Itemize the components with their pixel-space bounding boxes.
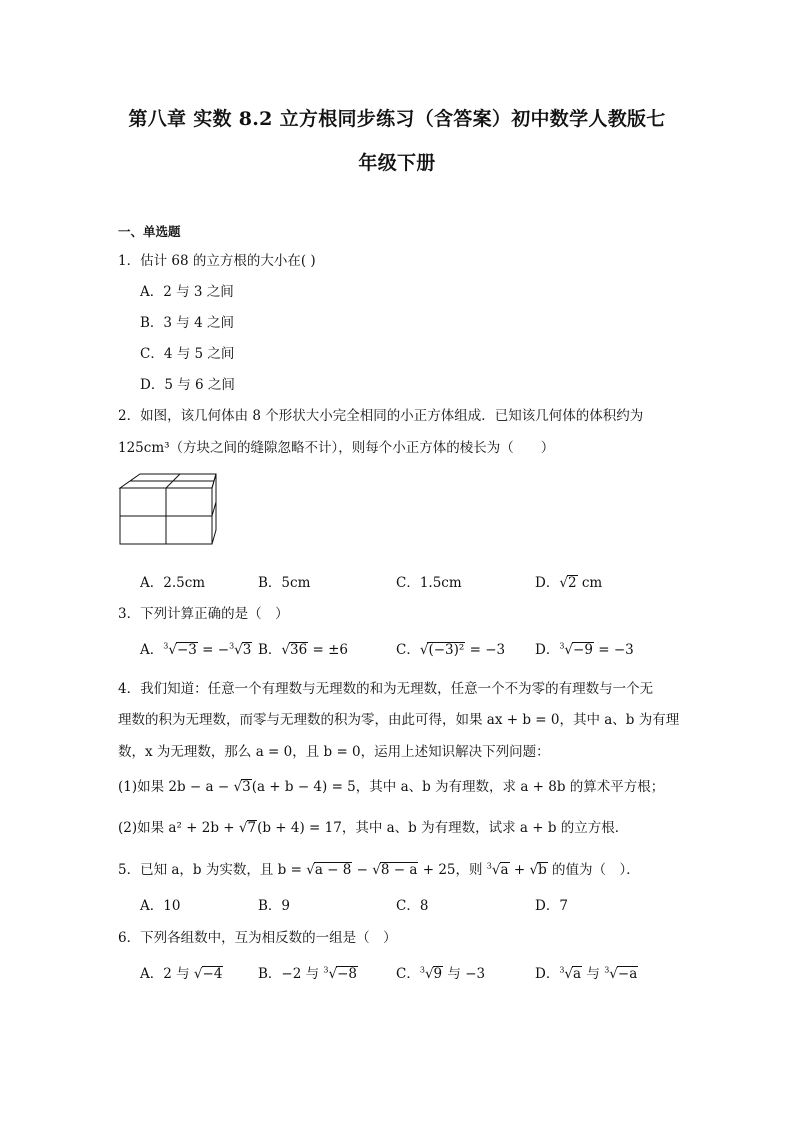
question-1-stem: 1．估计 68 的立方根的大小在( ) xyxy=(118,253,316,269)
question-6-stem: 6．下列各组数中，互为相反数的一组是（ ） xyxy=(118,930,397,946)
page-title-line1: 第八章 实数 8.2 立方根同步练习（含答案）初中数学人教版七 xyxy=(128,108,666,130)
q5-option-c: C．8 xyxy=(396,898,429,914)
page-title-line2: 年级下册 xyxy=(358,152,436,174)
question-3-stem: 3．下列计算正确的是（ ） xyxy=(118,606,289,622)
q5-option-a: A．10 xyxy=(140,898,181,914)
q5-option-d: D．7 xyxy=(535,898,568,914)
q6-option-a: A．2 与 √−4 xyxy=(140,966,223,982)
question-2-stem-line2: 125cm³（方块之间的缝隙忽略不计），则每个小正方体的棱长为（ ） xyxy=(118,440,555,456)
section-heading: 一、单选题 xyxy=(118,224,181,239)
q6-option-b: B．−2 与 $^3$√−8 xyxy=(258,965,358,982)
question-4-part2: (2)如果 a² + 2b + √7(b + 4) = 17，其中 a、b 为有理数，试求 a + b 的立方根． xyxy=(118,820,629,836)
q6-option-d: D．$^3$√a 与 $^3$√−a xyxy=(535,965,638,982)
q6-option-c: C．$^3$√9 与 −3 xyxy=(396,965,486,982)
q2-option-a: A．2.5cm xyxy=(140,575,206,591)
q1-option-c: C．4 与 5 之间 xyxy=(140,346,235,362)
cube-figure xyxy=(118,470,218,548)
question-4-line3: 数，x 为无理数，那么 a = 0，且 b = 0，运用上述知识解决下列问题： xyxy=(118,744,550,760)
question-4-part1: (1)如果 2b − a − √3(a + b − 4) = 5，其中 a、b 为有理数，求 a + 8b 的算术平方根； xyxy=(118,779,665,795)
q3-option-b: B．√36 = ±6 xyxy=(258,642,349,658)
q3-option-d: D．$^3$√−9 = −3 xyxy=(535,641,634,658)
q1-option-b: B．3 与 4 之间 xyxy=(140,315,234,331)
question-4-line2: 理数的积为无理数，而零与无理数的积为零，由此可得，如果 ax + b = 0，其中 a、b 为有理 xyxy=(118,712,680,728)
q3-option-c: C．√(−3)² = −3 xyxy=(396,642,506,658)
question-4-line1: 4．我们知道：任意一个有理数与无理数的和为无理数，任意一个不为零的有理数与一个无 xyxy=(118,681,654,697)
q1-option-a: A．2 与 3 之间 xyxy=(140,284,234,300)
q3-option-a: A．$^3$√−3 = −$^3$√3 xyxy=(140,641,252,658)
q2-option-b: B．5cm xyxy=(258,575,311,591)
question-2-stem-line1: 2．如图，该几何体由 8 个形状大小完全相同的小正方体组成．已知该几何体的体积约为 xyxy=(118,408,644,424)
q5-option-b: B．9 xyxy=(258,898,291,914)
q2-option-d: D．√2 cm xyxy=(535,575,603,591)
q1-option-d: D．5 与 6 之间 xyxy=(140,377,235,393)
question-5-stem: 5．已知 a，b 为实数，且 b = √a − 8 − √8 − a + 25，则 $^3$√a + √b 的值为（ ）． xyxy=(118,861,640,878)
q2-option-c: C．1.5cm xyxy=(396,575,462,591)
